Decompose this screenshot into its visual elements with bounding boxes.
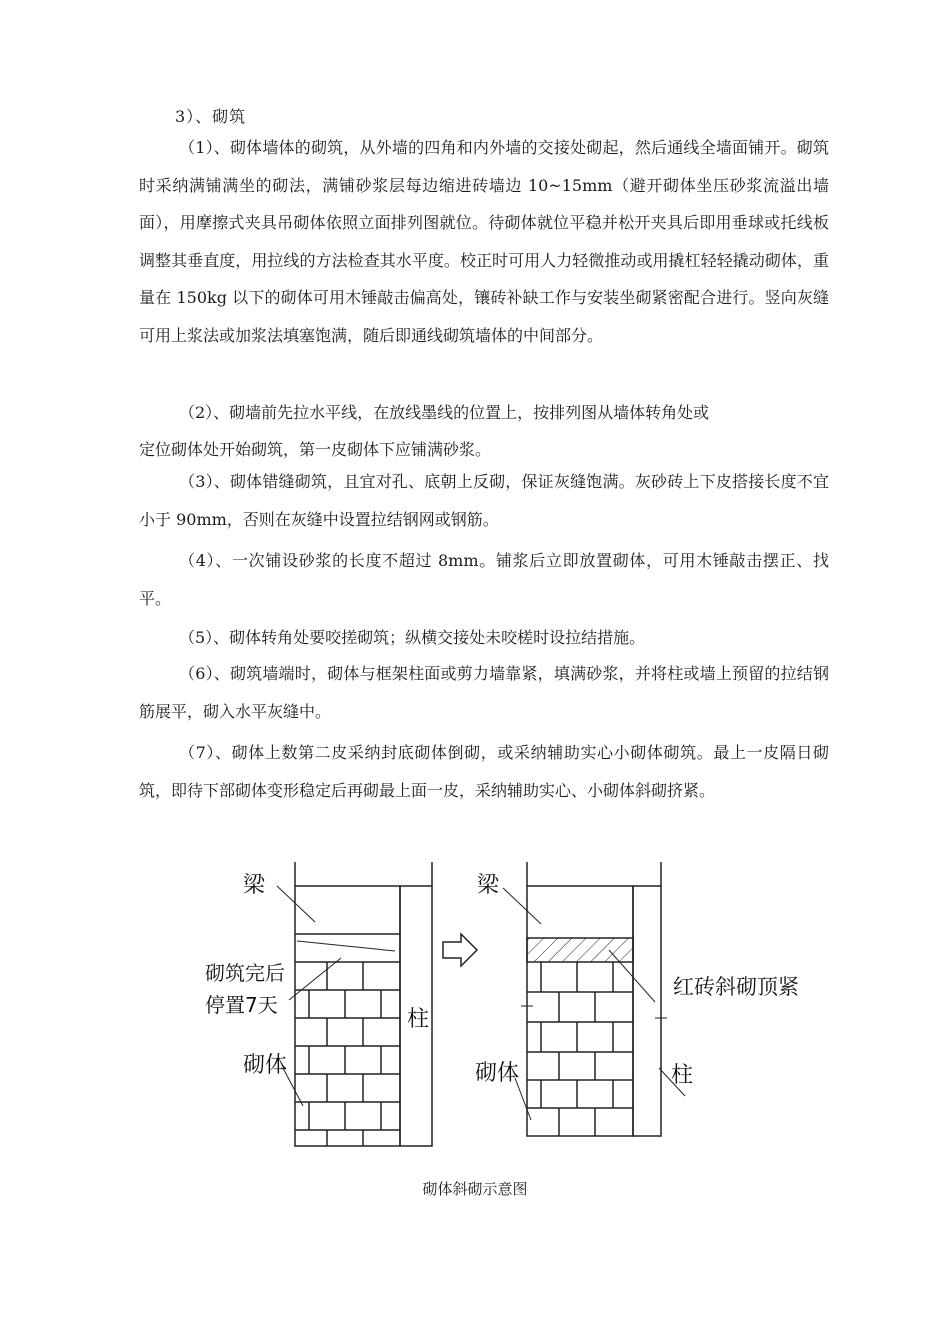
right-beam-label: 梁 <box>477 873 500 898</box>
masonry-diagram <box>185 858 825 1168</box>
section-heading: 3）、砌筑 <box>175 107 247 126</box>
left-column-label: 柱 <box>407 1007 430 1032</box>
left-wait-label-2: 停置7天 <box>205 993 278 1017</box>
paragraph-6: （6）、砌筑墙端时，砌体与框架柱面或剪力墙靠紧，填满砂浆，并将柱或墙上预留的拉结钢筋展平，砌入水平灰缝中。 <box>139 664 829 721</box>
left-wall-outline <box>295 886 400 1146</box>
right-brick-rows <box>527 962 633 1136</box>
paragraph-3: （3）、砌体错缝砌筑，且宜对孔、底朝上反砌，保证灰缝饱满。灰砂砖上下皮搭接长度不宜小于 90mm，否则在灰缝中设置拉结钢网或钢筋。 <box>139 472 829 529</box>
red-brick-label: 红砖斜砌顶紧 <box>673 975 799 999</box>
left-wait-label-1: 砌筑完后 <box>205 961 285 985</box>
left-wall-diagram <box>277 862 432 1146</box>
paragraph-7: （7）、砌体上数第二皮采纳封底砌体倒砌，或采纳辅助实心小砌体砌筑。最上一皮隔日砌筑，即待下部砌体变形稳定后再砌最上面一皮，采纳辅助实心、小砌体斜砌挤紧。 <box>139 743 829 800</box>
right-column-label: 柱 <box>671 1063 694 1088</box>
paragraph-2b: 定位砌体处开始砌筑，第一皮砌体下应铺满砂浆。 <box>139 440 492 459</box>
left-brick-rows <box>295 962 400 1146</box>
transition-arrow <box>443 934 477 966</box>
right-masonry-label: 砌体 <box>475 1061 520 1086</box>
red-brick-band <box>527 938 633 962</box>
paragraph-2a: （2）、砌墙前先拉水平线，在放线墨线的位置上，按排列图从墙体转角处或 <box>179 403 710 422</box>
paragraph-4: （4）、一次铺设砂浆的长度不超过 8mm。铺浆后立即放置砌体，可用木锤敲击摆正、找平。 <box>139 551 829 608</box>
left-masonry-label: 砌体 <box>243 1053 288 1078</box>
left-beam-label: 梁 <box>243 873 266 898</box>
paragraph-5: （5）、砌体转角处要咬搓砌筑；纵横交接处未咬槎时设拉结措施。 <box>179 628 646 647</box>
right-column <box>633 886 661 1136</box>
paragraph-1: （1）、砌体墙体的砌筑，从外墙的四角和内外墙的交接处砌起，然后通线全墙面铺开。砌筑时采纳满铺满坐的砌法，满铺砂浆层每边缩进砖墙边 10~15mm（避开砌体坐压砂浆流溢出墙面），用摩擦式夹具吊砌体依照立面排列图就位。待砌体就位平稳并松开夹具后即用垂球或托线板调整其垂直度，用拉线的方法检查其水平度。校正时可用人力轻微推动或用撬杠轻轻撬动砌体，重量在 150kg 以下的砌体可用木锤敲击偏高处，镶砖补缺工作与安装坐砌紧密配合进行。竖向灰缝可用上浆法或加浆法填塞饱满，随后即通线砌筑墙体的中间部分。 <box>139 138 829 345</box>
figure-caption: 砌体斜砌示意图 <box>422 1180 528 1198</box>
right-wall-outline <box>527 886 633 1136</box>
right-wall-diagram <box>503 862 685 1136</box>
